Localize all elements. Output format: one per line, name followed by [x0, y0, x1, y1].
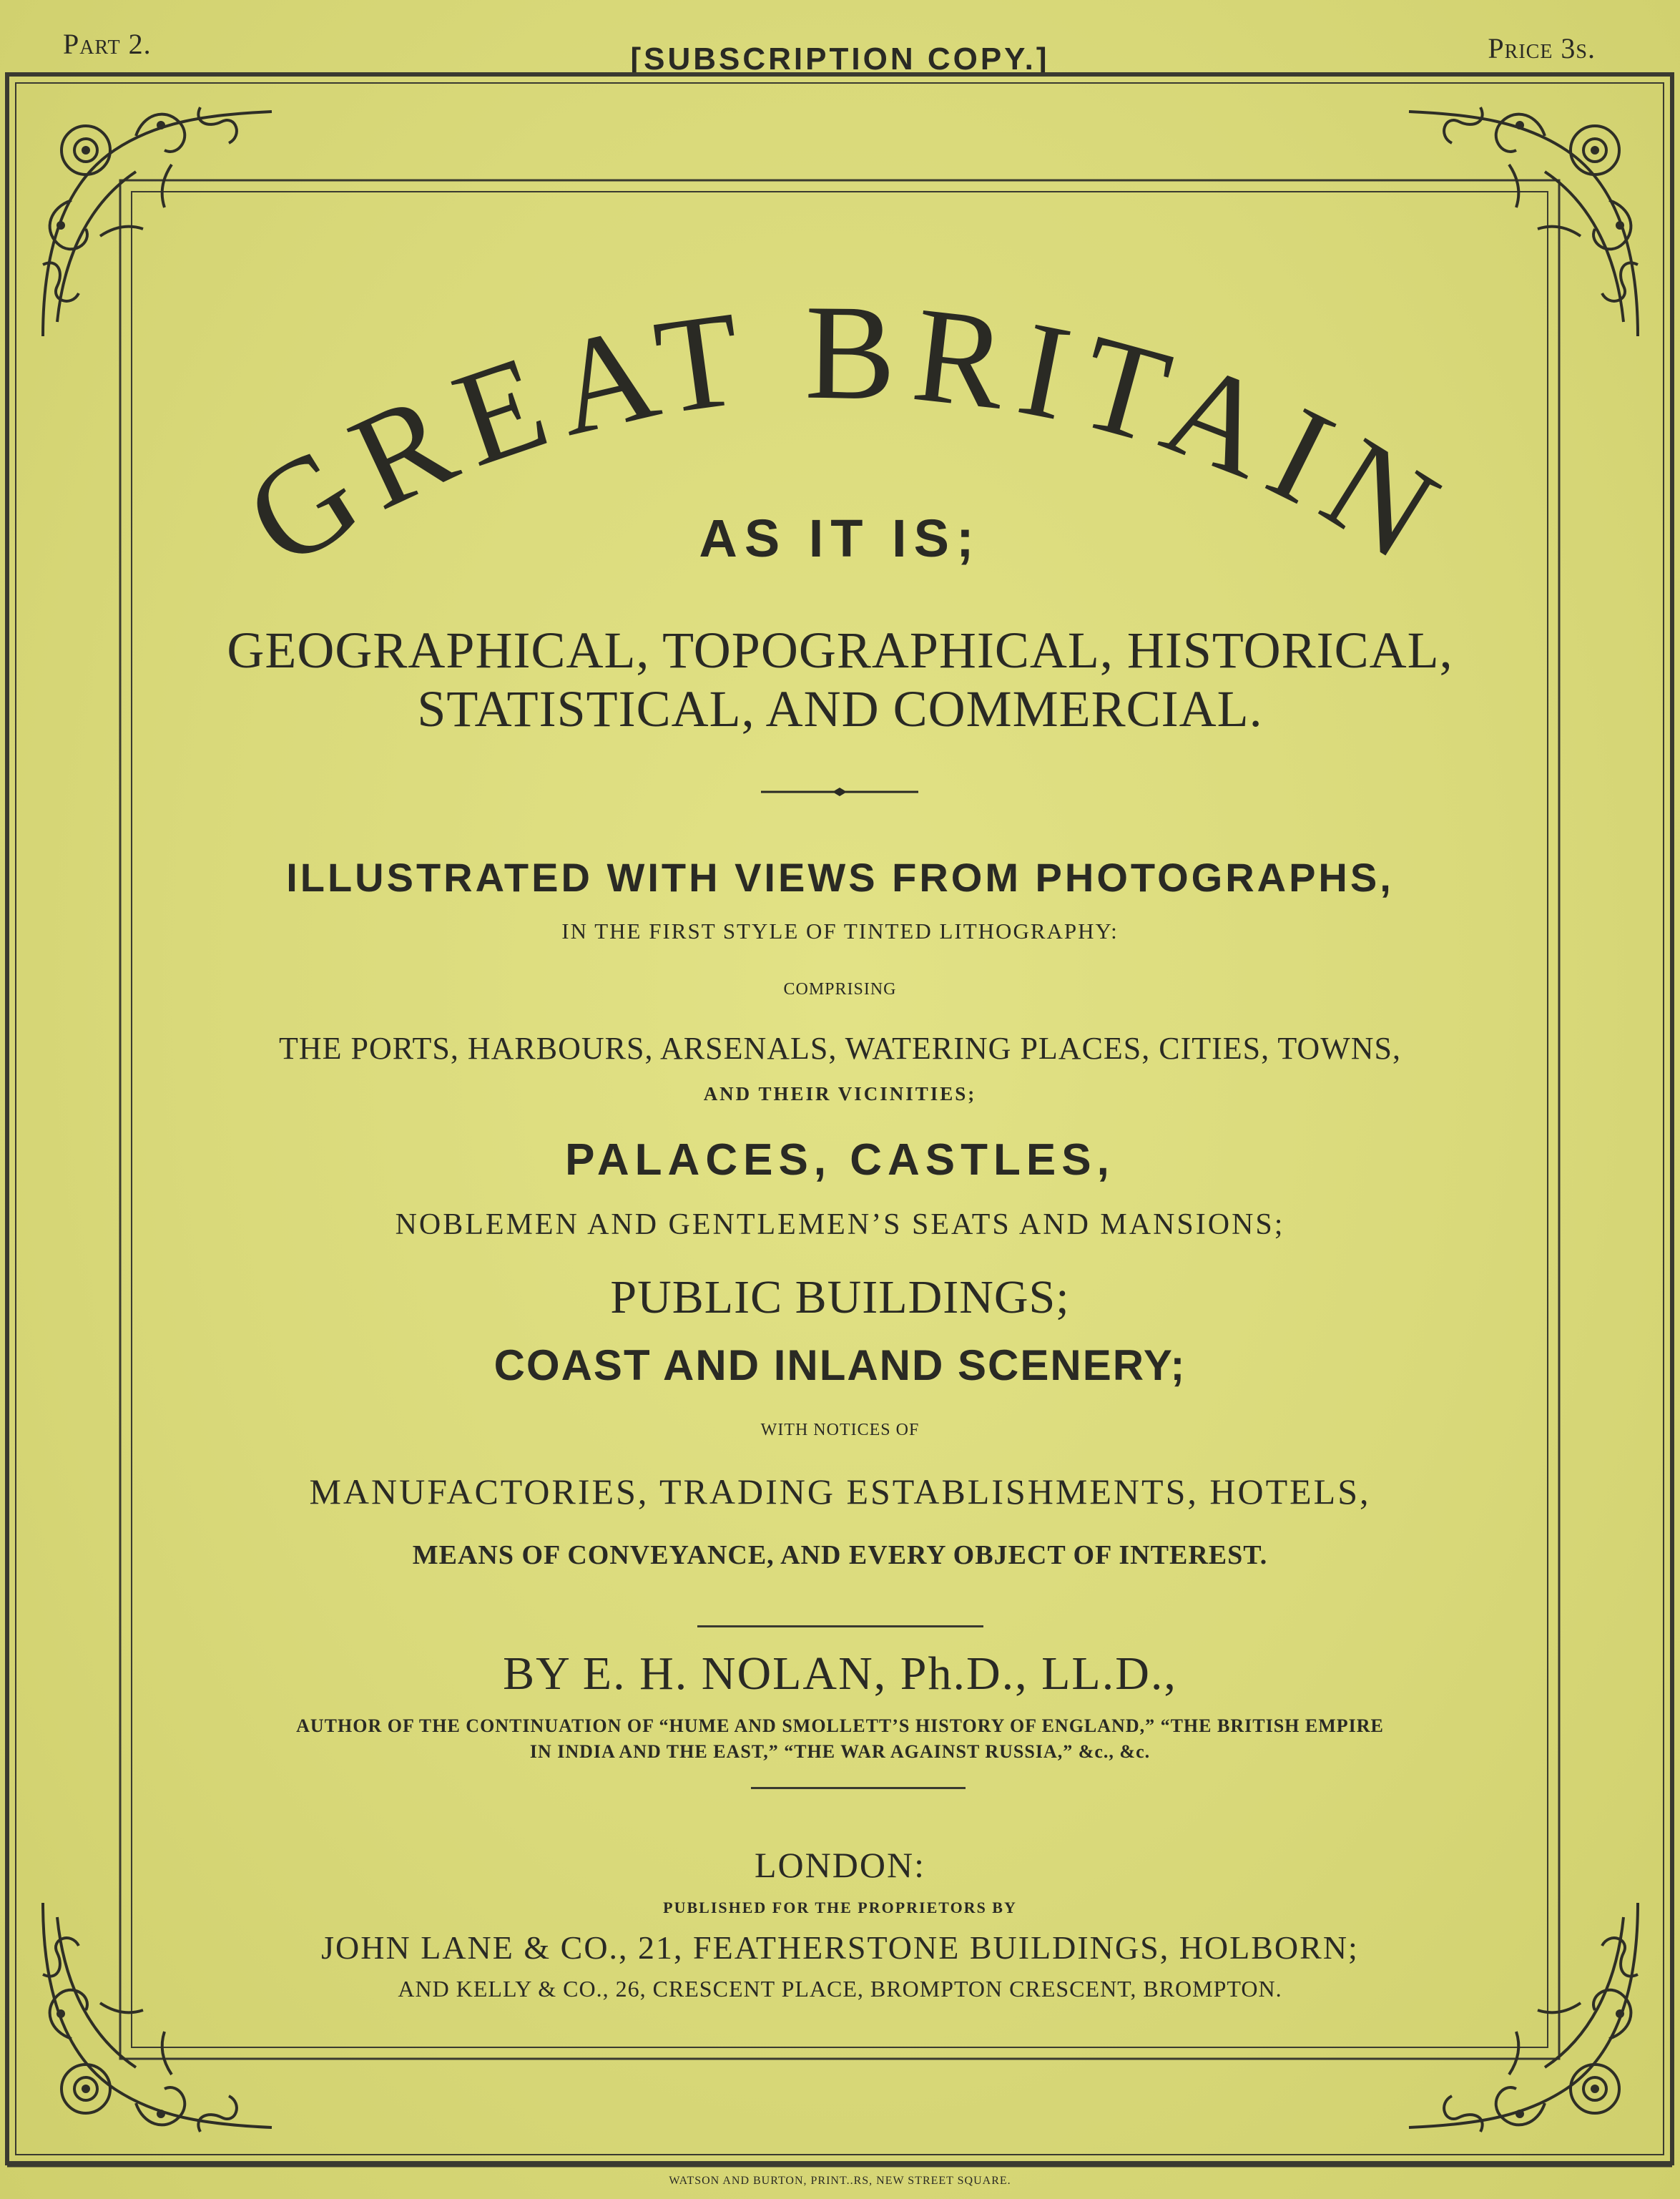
noblemen-line: NOBLEMEN AND GENTLEMEN’S SEATS AND MANSIONS; — [395, 1208, 1285, 1241]
divider-ornament — [761, 785, 918, 799]
first-style-line: IN THE FIRST STYLE OF TINTED LITHOGRAPHY: — [561, 919, 1119, 944]
corner-ornament-bottom-right — [1395, 1889, 1652, 2146]
vicinities-line: AND THEIR VICINITIES; — [703, 1083, 977, 1105]
title-as-it-is: AS IT IS; — [699, 509, 981, 568]
with-notices-line: WITH NOTICES OF — [760, 1421, 920, 1439]
coast-heading: COAST AND INLAND SCENERY; — [493, 1341, 1187, 1389]
part-number: Part 2. — [63, 28, 152, 60]
publisher-line-2: AND KELLY & CO., 26, CRESCENT PLACE, BROMPTON CRESCENT, BROMPTON. — [398, 1976, 1282, 2002]
subtitle-line-1: GEOGRAPHICAL, TOPOGRAPHICAL, HISTORICAL, — [227, 622, 1453, 679]
public-buildings-heading: PUBLIC BUILDINGS; — [610, 1271, 1070, 1323]
title-britain: BRITAIN — [804, 277, 1474, 597]
corner-ornament-bottom-left — [29, 1889, 286, 2146]
manufactories-line: MANUFACTORIES, TRADING ESTABLISHMENTS, HOTELS, — [309, 1471, 1371, 1512]
author-byline: BY E. H. NOLAN, Ph.D., LL.D., — [503, 1647, 1177, 1700]
rule-above-author — [697, 1625, 983, 1627]
imprint-city: LONDON: — [755, 1845, 925, 1885]
author-credits-line-1: AUTHOR OF THE CONTINUATION OF “HUME AND SMOLLETT’S HISTORY OF ENGLAND,” “THE BRITISH EMPIRE — [296, 1715, 1384, 1736]
subtitle-line-2: STATISTICAL, AND COMMERCIAL. — [417, 680, 1263, 738]
comprising-line: COMPRISING — [783, 980, 897, 999]
price-label: Price 3s. — [1488, 32, 1596, 64]
palaces-heading: PALACES, CASTLES, — [565, 1135, 1115, 1185]
title-great: GREAT — [221, 281, 764, 597]
subscription-label: [SUBSCRIPTION COPY.] — [630, 41, 1050, 77]
publisher-line-1: JOHN LANE & CO., 21, FEATHERSTONE BUILDINGS, HOLBORN; — [321, 1929, 1359, 1966]
published-for-line: PUBLISHED FOR THE PROPRIETORS BY — [663, 1899, 1017, 1916]
author-credits-line-2: IN INDIA AND THE EAST,” “THE WAR AGAINST RUSSIA,” &c., &c. — [529, 1741, 1151, 1762]
means-line: MEANS OF CONVEYANCE, AND EVERY OBJECT OF INTEREST. — [412, 1540, 1268, 1570]
rule-below-author — [751, 1787, 966, 1789]
printer-footer: WATSON AND BURTON, PRINT..RS, NEW STREET SQUARE. — [669, 2175, 1011, 2187]
illustrated-heading: ILLUSTRATED WITH VIEWS FROM PHOTOGRAPHS, — [286, 855, 1394, 900]
ports-line: THE PORTS, HARBOURS, ARSENALS, WATERING PLACES, CITIES, TOWNS, — [279, 1031, 1401, 1066]
